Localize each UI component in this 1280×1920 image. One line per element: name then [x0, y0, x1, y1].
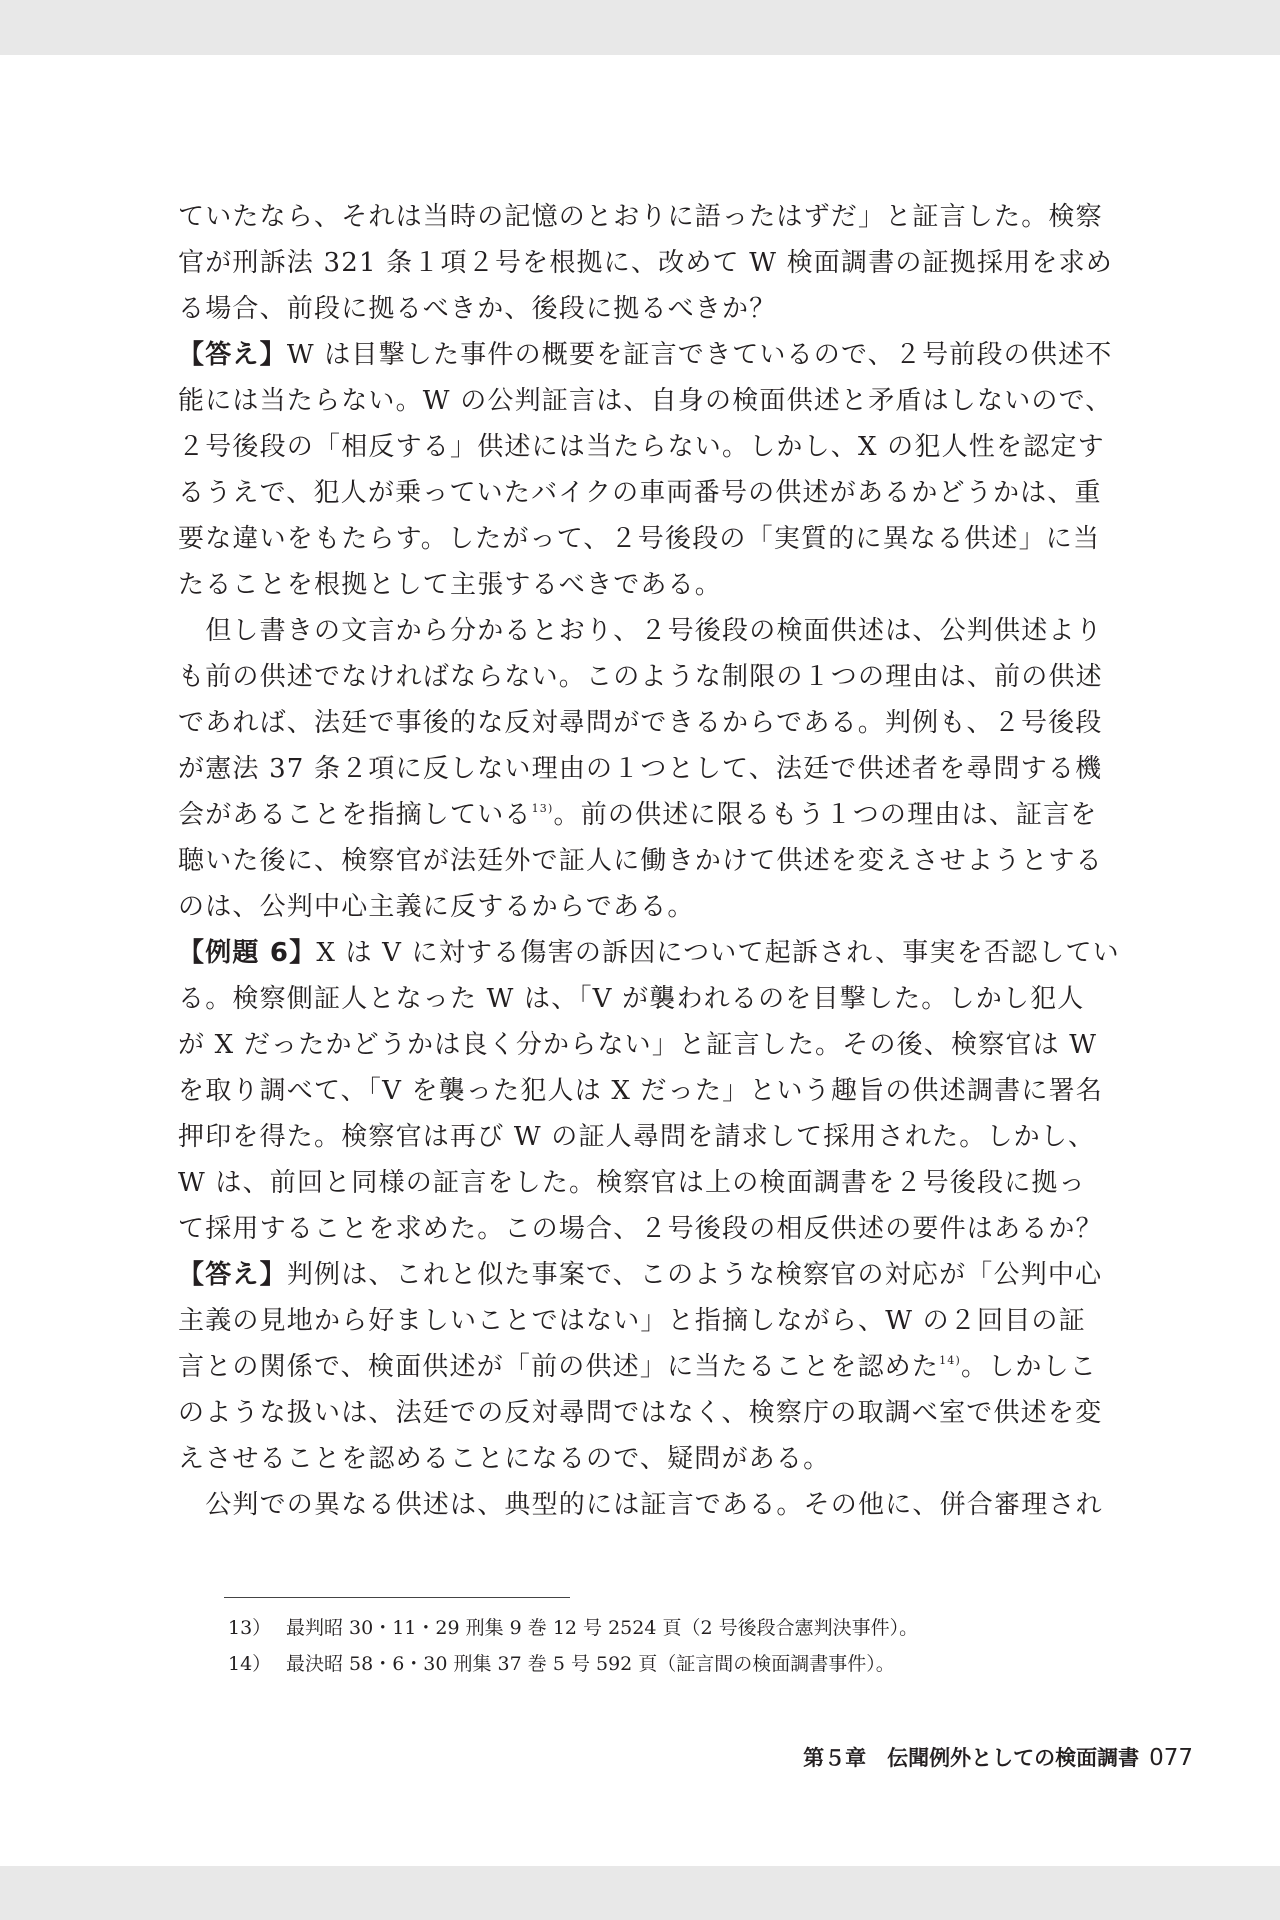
line-text: W は、前回と同様の証言をした。検察官は上の検面調書を２号後段に拠っ [178, 1168, 1086, 1198]
text-line [178, 838, 1133, 884]
text-line [178, 516, 1133, 562]
text-line [178, 792, 1133, 838]
line-text: 聴いた後に、検察官が法廷外で証人に働きかけて供述を変えさせようとする [178, 846, 1103, 876]
text-line [178, 424, 1133, 470]
line-text: 公判での異なる供述は、典型的には証言である。その他に、併合審理され [178, 1490, 1103, 1520]
text-line [178, 1344, 1133, 1390]
line-text: が憲法 37 条２項に反しない理由の１つとして、法廷で供述者を尋問する機 [178, 754, 1103, 784]
text-line [178, 1114, 1133, 1160]
line-text: のは、公判中心主義に反するからである。 [178, 892, 695, 922]
text-line [178, 654, 1133, 700]
line-text: るうえで、犯人が乗っていたバイクの車両番号の供述があるかどうかは、重 [178, 478, 1102, 508]
footnote-text: 最決昭 58・6・30 刑集 37 巻 5 号 592 頁（証言間の検面調書事件）。 [286, 1653, 895, 1675]
line-text: 押印を得た。検察官は再び W の証人尋問を請求して採用された。しかし、 [178, 1122, 1096, 1152]
section-label: 【答え】 [178, 1260, 287, 1290]
section-label: 【答え】 [178, 340, 287, 370]
line-text-after: 。しかしこ [960, 1352, 1097, 1382]
footnote-rule [224, 1597, 570, 1598]
line-text: ていたなら、それは当時の記憶のとおりに語ったはずだ」と証言した。検察 [178, 202, 1103, 232]
body-text [178, 194, 1133, 1528]
text-line [178, 976, 1133, 1022]
text-line [178, 884, 1133, 930]
line-text: 会があることを指摘している [178, 800, 532, 830]
text-line [178, 378, 1133, 424]
text-line [178, 1482, 1133, 1528]
text-line [178, 562, 1133, 608]
footnotes [228, 1610, 1108, 1682]
text-line [178, 470, 1133, 516]
line-text: て採用することを求めた。この場合、２号後段の相反供述の要件はあるか？ [178, 1214, 1103, 1244]
line-text: 但し書きの文言から分かるとおり、２号後段の検面供述は、公判供述より [178, 616, 1103, 646]
line-text: W は目撃した事件の概要を証言できているので、２号前段の供述不 [286, 340, 1113, 370]
text-line [178, 746, 1133, 792]
text-line [178, 332, 1133, 378]
line-text: も前の供述でなければならない。このような制限の１つの理由は、前の供述 [178, 662, 1103, 692]
text-line [178, 1390, 1133, 1436]
footnote-number: 13） [228, 1617, 272, 1639]
footnote-ref: 14) [939, 1354, 961, 1367]
section-label: 【例題 6】 [178, 938, 317, 968]
text-line [178, 1160, 1133, 1206]
line-text: 主義の見地から好ましいことではない」と指摘しながら、W の２回目の証 [178, 1306, 1086, 1336]
line-text: を取り調べて、「V を襲った犯人は X だった」という趣旨の供述調書に署名 [178, 1076, 1103, 1106]
text-line [178, 1022, 1133, 1068]
line-text: であれば、法廷で事後的な反対尋問ができるからである。判例も、２号後段 [178, 708, 1103, 738]
footnote-ref: 13) [531, 802, 554, 815]
page-number: 077 [1149, 1745, 1193, 1771]
line-text: えさせることを認めることになるので、疑問がある。 [178, 1444, 831, 1474]
text-line [178, 608, 1133, 654]
text-line [178, 194, 1133, 240]
footnote [228, 1610, 1108, 1646]
running-footer [803, 1742, 1193, 1772]
text-line [178, 1252, 1133, 1298]
line-text: る場合、前段に拠るべきか、後段に拠るべきか？ [178, 294, 777, 324]
text-line [178, 1436, 1133, 1482]
text-line [178, 930, 1133, 976]
bottom-margin-band [0, 1866, 1280, 1920]
text-line [178, 1206, 1133, 1252]
top-margin-band [0, 0, 1280, 55]
line-text-after: 。前の供述に限るもう１つの理由は、証言を [553, 800, 1098, 830]
footnote [228, 1646, 1108, 1682]
text-line [178, 1298, 1133, 1344]
line-text: 言との関係で、検面供述が「前の供述」に当たることを認めた [178, 1352, 940, 1382]
line-text: ２号後段の「相反する」供述には当たらない。しかし、X の犯人性を認定す [178, 432, 1105, 462]
line-text: 能には当たらない。W の公判証言は、自身の検面供述と矛盾はしないので、 [178, 386, 1113, 416]
footnote-number: 14） [228, 1653, 272, 1675]
line-text: のような扱いは、法廷での反対尋問ではなく、検察庁の取調べ室で供述を変 [178, 1398, 1103, 1428]
text-line [178, 1068, 1133, 1114]
line-text: る。検察側証人となった W は、「V が襲われるのを目撃した。しかし犯人 [178, 984, 1085, 1014]
footnote-text: 最判昭 30・11・29 刑集 9 巻 12 号 2524 頁（2 号後段合憲判決事件）。 [286, 1617, 919, 1639]
text-line [178, 240, 1133, 286]
text-line [178, 700, 1133, 746]
line-text: 官が刑訴法 321 条１項２号を根拠に、改めて W 検面調書の証拠採用を求め [178, 248, 1114, 278]
chapter-title: 第５章 伝聞例外としての検面調書 [803, 1746, 1140, 1770]
line-text: 判例は、これと似た事案で、このような検察官の対応が「公判中心 [286, 1260, 1103, 1290]
text-line [178, 286, 1133, 332]
line-text: たることを根拠として主張するべきである。 [178, 570, 723, 600]
line-text: が X だったかどうかは良く分からない」と証言した。その後、検察官は W [178, 1030, 1098, 1060]
line-text: X は V に対する傷害の訴因について起訴され、事実を否認してい [316, 938, 1120, 968]
line-text: 要な違いをもたらす。したがって、２号後段の「実質的に異なる供述」に当 [178, 524, 1101, 554]
